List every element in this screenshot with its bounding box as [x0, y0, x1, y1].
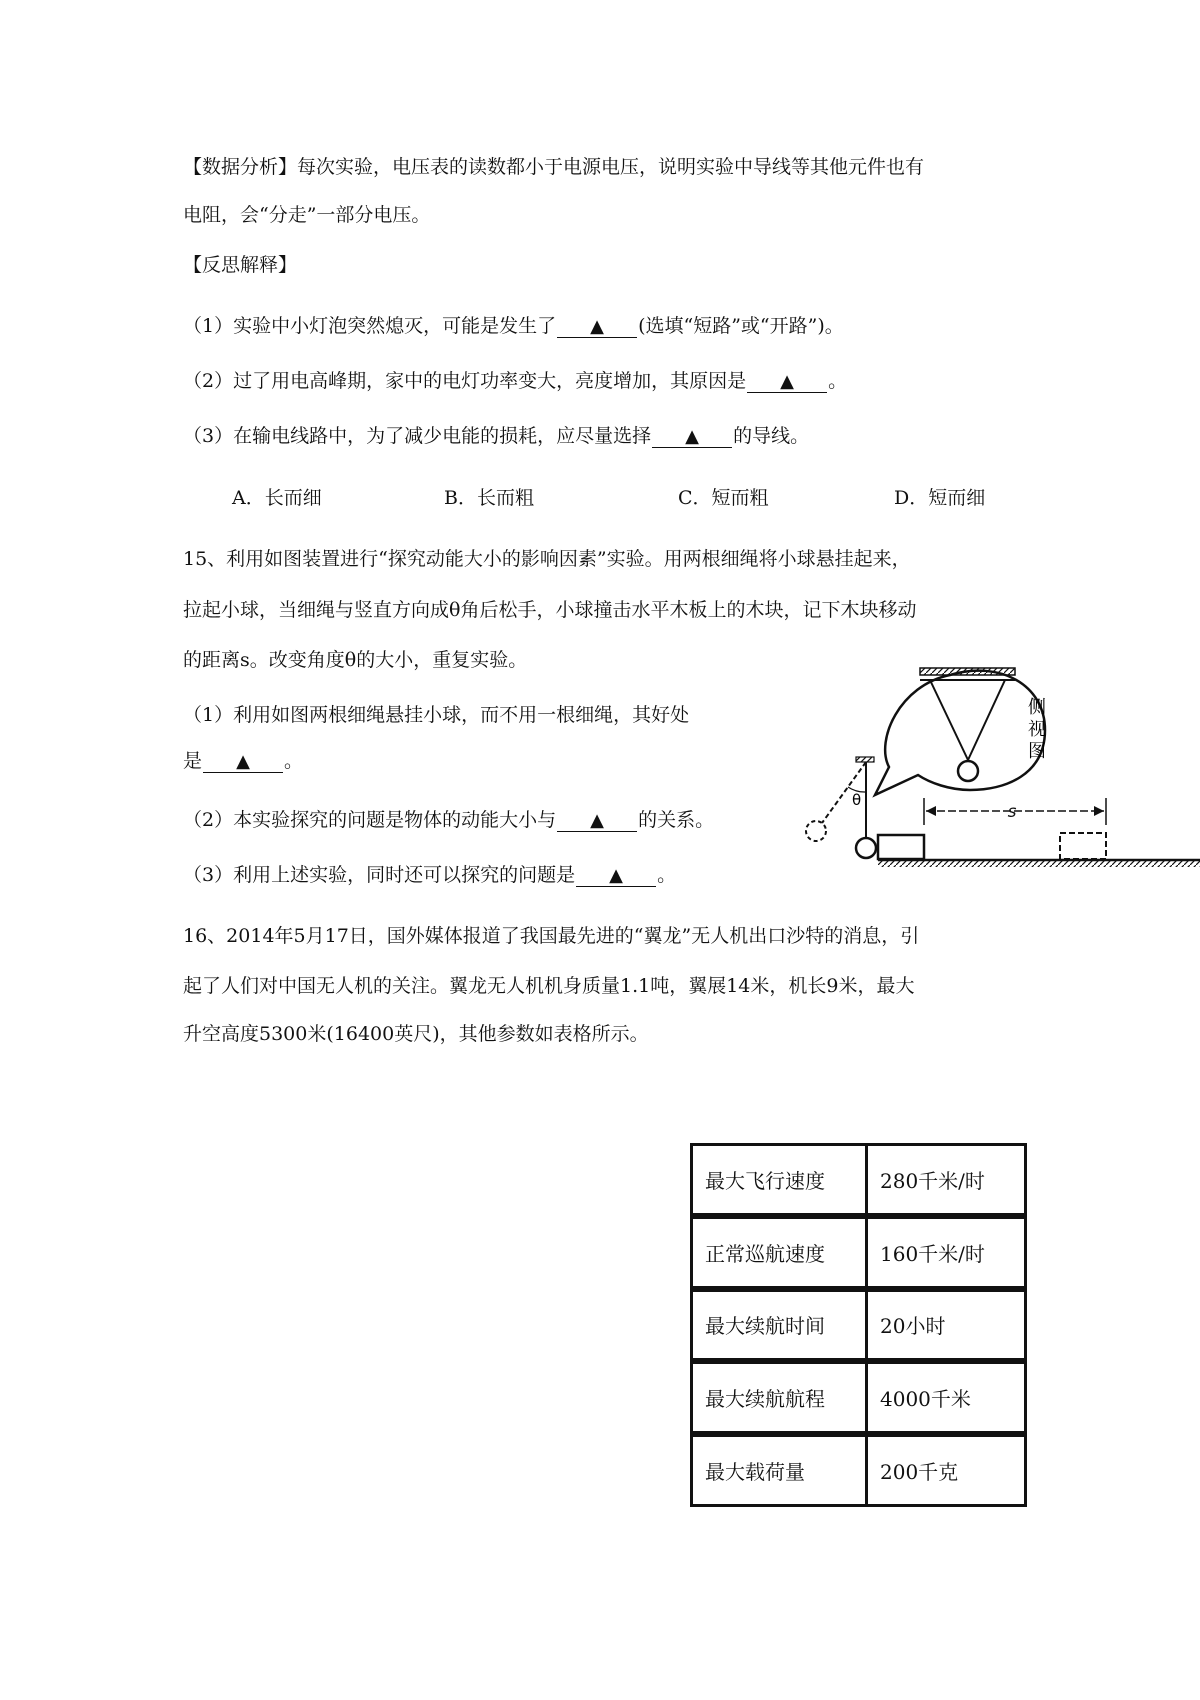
- table-row: [692, 1434, 1026, 1505]
- side-view-ball: [958, 761, 978, 781]
- param-value: 4000千米: [867, 1361, 1026, 1434]
- wooden-block: [878, 835, 924, 859]
- option-a[interactable]: A．长而细: [232, 487, 322, 509]
- p3-text: （3）利用上述实验，同时还可以探究的问题是: [183, 864, 576, 886]
- q1-text: （1）实验中小灯泡突然熄灭，可能是发生了: [183, 315, 557, 337]
- pendulum-support: [856, 757, 874, 762]
- param-name: 最大续航时间: [692, 1289, 867, 1362]
- q15-part1-b: [183, 752, 303, 773]
- q16-line2: 起了人们对中国无人机的关注。翼龙无人机机身质量1.1吨，翼展14米，机长9米，最大: [183, 975, 915, 997]
- table-row: [692, 1289, 1026, 1362]
- option-b[interactable]: B．长而粗: [444, 487, 534, 509]
- q15-part2: [183, 811, 714, 832]
- side-view-char-1: 侧: [1028, 697, 1046, 718]
- param-value: 160千米/时: [867, 1216, 1026, 1289]
- board-hatching: [878, 861, 1200, 867]
- answer-blank[interactable]: [557, 317, 637, 338]
- triangle-mark: ▲: [236, 751, 250, 772]
- reflection-q2: [183, 372, 847, 393]
- q2-end: 。: [828, 370, 848, 392]
- triangle-mark: ▲: [609, 865, 624, 886]
- triangle-mark: ▲: [685, 426, 700, 447]
- q16-line3: 升空高度5300米(16400英尺)，其他参数如表格所示。: [183, 1023, 649, 1045]
- q3-text: （3）在输电线路中，为了减少电能的损耗，应尽量选择: [183, 425, 652, 447]
- q15-line1: 15、利用如图装置进行“探究动能大小的影响因素”实验。用两根细绳将小球悬挂起来，: [183, 548, 911, 570]
- drone-parameters-table: [690, 1143, 1027, 1507]
- q2-text: （2）过了用电高峰期，家中的电灯功率变大，亮度增加，其原因是: [183, 370, 747, 392]
- reflection-q1: [183, 317, 844, 338]
- p3-end: 。: [657, 864, 677, 886]
- q15-line2: 拉起小球，当细绳与竖直方向成θ角后松手，小球撞击水平木板上的木块，记下木块移动: [183, 599, 917, 621]
- side-view-char-2: 视: [1028, 719, 1046, 740]
- answer-blank[interactable]: [747, 372, 827, 393]
- p2-end: 的关系。: [638, 809, 715, 831]
- q3-end: 的导线。: [733, 425, 810, 447]
- triangle-mark: ▲: [590, 316, 605, 337]
- p1-lead: 是: [183, 750, 203, 772]
- reflection-heading: 【反思解释】: [183, 254, 298, 276]
- q15-line3: 的距离s。改变角度θ的大小，重复实验。: [183, 649, 528, 671]
- reflection-q3: [183, 427, 809, 448]
- side-view-support: [920, 668, 1015, 675]
- param-name: 最大续航航程: [692, 1361, 867, 1434]
- param-name: 正常巡航速度: [692, 1216, 867, 1289]
- side-view-bubble: [875, 668, 1046, 795]
- moved-block: [1060, 833, 1106, 859]
- table-row: [692, 1145, 1026, 1216]
- q1-note: (选填“短路”或“开路”)。: [638, 315, 844, 337]
- answer-blank[interactable]: [652, 427, 732, 448]
- param-name: 最大飞行速度: [692, 1145, 867, 1216]
- p2-text: （2）本实验探究的问题是物体的动能大小与: [183, 809, 557, 831]
- raised-ball: [806, 821, 826, 841]
- param-name: 最大载荷量: [692, 1434, 867, 1505]
- option-c[interactable]: C．短而粗: [678, 487, 769, 509]
- data-analysis-line2: 电阻，会“分走”一部分电压。: [183, 204, 431, 226]
- hanging-ball: [856, 838, 876, 858]
- table-row: [692, 1216, 1026, 1289]
- answer-blank[interactable]: [203, 752, 283, 773]
- distance-label: s: [1007, 802, 1017, 822]
- answer-blank[interactable]: [576, 866, 656, 887]
- side-view-char-3: 图: [1028, 741, 1046, 762]
- pendulum-apparatus-figure: [800, 655, 1200, 875]
- param-value: 20小时: [867, 1289, 1026, 1362]
- p1-end: 。: [284, 750, 304, 772]
- table-row: [692, 1361, 1026, 1434]
- triangle-mark: ▲: [590, 810, 605, 831]
- data-analysis-line1: 【数据分析】每次实验，电压表的读数都小于电源电压，说明实验中导线等其他元件也有: [183, 156, 925, 178]
- q16-line1: 16、2014年5月17日，国外媒体报道了我国最先进的“翼龙”无人机出口沙特的消息，引: [183, 925, 920, 947]
- option-d[interactable]: D．短而细: [894, 487, 986, 509]
- theta-label: θ: [852, 791, 862, 809]
- answer-blank[interactable]: [557, 811, 637, 832]
- param-value: 280千米/时: [867, 1145, 1026, 1216]
- q15-part1-a: （1）利用如图两根细绳悬挂小球，而不用一根细绳，其好处: [183, 704, 690, 726]
- param-value: 200千克: [867, 1434, 1026, 1505]
- triangle-mark: ▲: [780, 371, 795, 392]
- q15-part3: [183, 866, 676, 887]
